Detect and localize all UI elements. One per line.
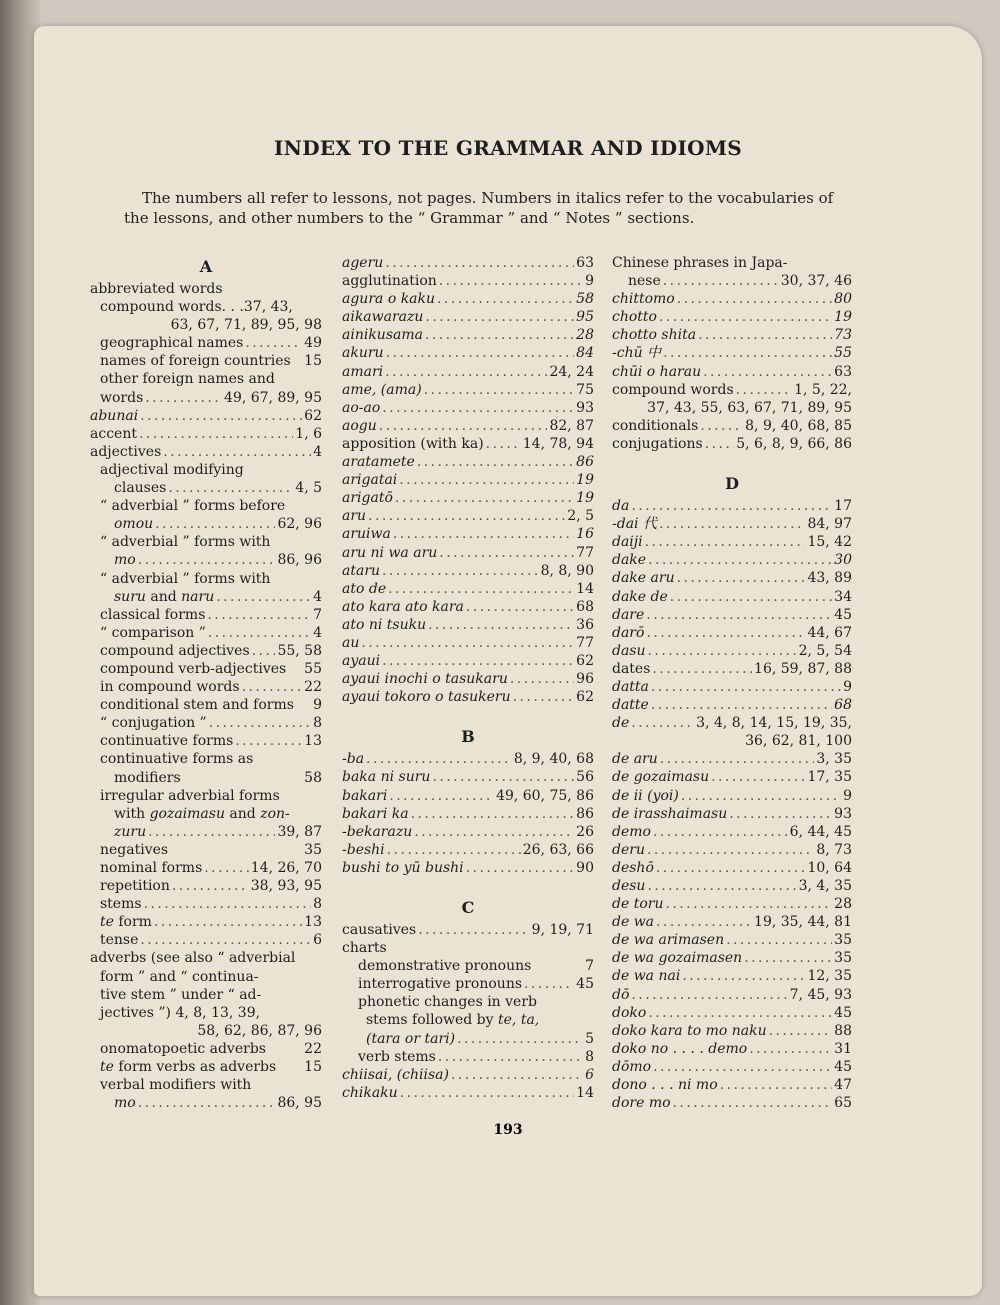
intro-paragraph: The numbers all refer to lessons, not pages. Numbers in italics refer to the vocabularies of the lessons, and other numbers to the “ Grammar ” and “ Notes ” sections.: [124, 189, 834, 227]
index-entry: adjectives . . . 4: [90, 443, 322, 461]
index-entry: de wa arimasen . . . 35: [612, 931, 852, 949]
index-entry: dake . . . 30: [612, 551, 852, 569]
index-entry: arigatō . . . 19: [342, 489, 594, 507]
index-entry: conditionals . . . 8, 9, 40, 68, 85: [612, 417, 852, 435]
index-entry: “ comparison ” . . . 4: [90, 624, 322, 642]
index-entry: deshō . . . 10, 64: [612, 859, 852, 877]
index-entry-cont: 36, 62, 81, 100: [745, 733, 852, 750]
index-entry-cont: stems followed by te, ta,: [366, 1012, 540, 1029]
index-entry: ainikusama . . . 28: [342, 326, 594, 344]
index-entry: repetition . . . 38, 93, 95: [90, 877, 322, 895]
index-entry: dore mo . . . 65: [612, 1094, 852, 1112]
index-entry: ato de . . . 14: [342, 580, 594, 598]
index-entry: -chū 中 . . . 55: [612, 344, 852, 362]
index-entry: charts: [342, 940, 387, 957]
index-entry: compound adjectives . . . 55, 58: [90, 642, 322, 660]
entry-list-d: [612, 497, 852, 714]
index-entry-cont: 37, 43, 55, 63, 67, 71, 89, 95: [647, 399, 852, 416]
index-entry: de wa gozaimasen . . . 35: [612, 949, 852, 967]
index-entry: te form verbs as adverbs 15: [100, 1059, 322, 1076]
index-entry: bakari ka . . . 86: [342, 805, 594, 823]
index-entry: ageru . . . 63: [342, 254, 594, 272]
entry-list-a: [342, 254, 594, 706]
index-entry: agglutination . . . 9: [342, 272, 594, 290]
index-entry: bakari . . . 49, 60, 75, 86: [342, 787, 594, 805]
index-entry: de irasshaimasu . . . 93: [612, 805, 852, 823]
index-entry: akuru . . . 84: [342, 344, 594, 362]
index-entry: deru . . . 8, 73: [612, 841, 852, 859]
index-entry: ayaui tokoro o tasukeru . . . 62: [342, 688, 594, 706]
index-entry: au . . . 77: [342, 634, 594, 652]
index-entry: abbreviated words: [90, 281, 223, 297]
index-entry: -bekarazu . . . 26: [342, 823, 594, 841]
index-entry: datta . . . 9: [612, 678, 852, 696]
index-entry: de gozaimasu . . . 17, 35: [612, 768, 852, 786]
index-entry-cont: suru and naru . . . 4: [90, 588, 322, 606]
index-entry: dates . . . 16, 59, 87, 88: [612, 660, 852, 678]
index-entry: names of foreign countries 15: [100, 353, 322, 370]
index-entry: dōmo . . . 45: [612, 1058, 852, 1076]
index-entry-cont: (tara or tari) . . . 5: [342, 1030, 594, 1048]
index-entry: dake de . . . 34: [612, 588, 852, 606]
index-entry: “ conjugation ” . . . 8: [90, 714, 322, 732]
index-entry: de ii (yoi) . . . 9: [612, 787, 852, 805]
index-entry: -dai 代 . . . 84, 97: [612, 515, 852, 533]
index-entry: accent . . . 1, 6: [90, 425, 322, 443]
index-entry: da . . . 17: [612, 497, 852, 515]
index-entry: baka ni suru . . . 56: [342, 768, 594, 786]
index-entry: chotto . . . 19: [612, 308, 852, 326]
index-entry: continuative forms as: [100, 751, 254, 768]
index-entry: aru ni wa aru . . . 77: [342, 544, 594, 562]
index-entry: conditional stem and forms 9: [100, 697, 322, 714]
index-entry-cont: clauses . . . 4, 5: [90, 479, 322, 497]
section-heading-c: C: [461, 898, 475, 917]
index-entry: doko kara to mo naku . . . 88: [612, 1022, 852, 1040]
index-entry: dasu . . . 2, 5, 54: [612, 642, 852, 660]
index-entry: “ adverbial ” forms with: [100, 534, 271, 551]
index-entry: negatives 35: [100, 841, 322, 858]
index-entry: irregular adverbial forms: [100, 787, 280, 804]
index-entry: aru . . . 2, 5: [342, 507, 594, 525]
index-entry: doko . . . 45: [612, 1004, 852, 1022]
index-entry: ayaui . . . 62: [342, 652, 594, 670]
index-entry: geographical names . . . 49: [90, 334, 322, 352]
index-entry: -ba . . . 8, 9, 40, 68: [342, 750, 594, 768]
index-entry: dono . . . ni mo . . . 47: [612, 1076, 852, 1094]
index-entry-cont: form ” and “ continua-: [100, 968, 259, 985]
index-entry: ato ni tsuku . . . 36: [342, 616, 594, 634]
index-entry: de wa nai . . . 12, 35: [612, 967, 852, 985]
index-entry: de toru . . . 28: [612, 895, 852, 913]
index-entry: abunai . . . 62: [90, 407, 322, 425]
index-entry: chittomo . . . 80: [612, 290, 852, 308]
index-entry-cont: omou . . . 62, 96: [90, 515, 322, 533]
entry-list-b: [342, 750, 594, 877]
index-entry: causatives . . . 9, 19, 71: [342, 921, 594, 939]
index-entry: other foreign names and: [100, 371, 275, 388]
index-entry-cont: modifiers 58: [114, 769, 322, 786]
index-entry: arigatai . . . 19: [342, 471, 594, 489]
index-entry: interrogative pronouns . . . 45: [342, 975, 594, 993]
index-entry: chiisai, (chiisa) . . . 6: [342, 1066, 594, 1084]
index-entry: chotto shita . . . 73: [612, 326, 852, 344]
page-number: 193: [493, 1122, 523, 1138]
index-entry: dō . . . 7, 45, 93: [612, 986, 852, 1004]
index-entry: dake aru . . . 43, 89: [612, 569, 852, 587]
section-heading-d: D: [725, 474, 739, 494]
index-entry-cont: mo . . . 86, 96: [90, 551, 322, 569]
index-column-3: [612, 254, 852, 1112]
index-entry: agura o kaku . . . 58: [342, 290, 594, 308]
index-entry: adjectival modifying: [100, 461, 244, 478]
entry-list-d-cont: [612, 750, 852, 1112]
index-entry: in compound words . . . 22: [90, 678, 322, 696]
index-entry: verbal modifiers with: [100, 1077, 252, 1094]
index-entry: datte . . . 68: [612, 696, 852, 714]
index-entry: aikawarazu . . . 95: [342, 308, 594, 326]
index-entry: ataru . . . 8, 8, 90: [342, 562, 594, 580]
index-entry: ao-ao . . . 93: [342, 399, 594, 417]
index-entry-cont: 58, 62, 86, 87, 96: [197, 1022, 322, 1039]
index-entry: desu . . . 3, 4, 35: [612, 877, 852, 895]
index-entry-cont: jectives ”) 4, 8, 13, 39,: [100, 1004, 261, 1021]
index-entry: onomatopoetic adverbs 22: [100, 1040, 322, 1057]
index-entry: continuative forms . . . 13: [90, 732, 322, 750]
index-entry: phonetic changes in verb: [358, 994, 537, 1011]
index-entry: daiji . . . 15, 42: [612, 533, 852, 551]
index-entry: chūi o harau . . . 63: [612, 363, 852, 381]
index-column-1: [90, 254, 322, 1112]
index-entry: apposition (with ka) . . . 14, 78, 94: [342, 435, 594, 453]
section-heading-b: B: [461, 727, 475, 747]
index-entry: dare . . . 45: [612, 606, 852, 624]
index-entry: de wa . . . 19, 35, 44, 81: [612, 913, 852, 931]
index-entry-cont: nese . . . 30, 37, 46: [612, 272, 852, 290]
index-entry: ame, (ama) . . . 75: [342, 381, 594, 399]
index-entry: ayaui inochi o tasukaru . . . 96: [342, 670, 594, 688]
index-entry: demo . . . 6, 44, 45: [612, 823, 852, 841]
index-entry-cont: 63, 67, 71, 89, 95, 98: [170, 317, 322, 334]
index-entry: “ adverbial ” forms before: [100, 498, 286, 515]
index-entry: tense . . . 6: [90, 931, 322, 949]
index-entry: stems . . . 8: [90, 895, 322, 913]
entry-list-c: [612, 290, 852, 380]
index-entry-cont: mo . . . 86, 95: [90, 1094, 322, 1112]
index-entry: de . . . 3, 4, 8, 14, 15, 19, 35,: [612, 714, 852, 732]
index-entry: compound words . . . 1, 5, 22,: [612, 381, 852, 399]
index-entry: darō . . . 44, 67: [612, 624, 852, 642]
index-entry: compound verb-adjectives 55: [100, 660, 322, 677]
section-heading-a: A: [199, 257, 213, 276]
index-entry: demonstrative pronouns 7: [358, 958, 594, 975]
index-column-2: [342, 254, 594, 1102]
index-entry: doko no . . . . demo . . . 31: [612, 1040, 852, 1058]
index-entry: te form . . . 13: [90, 913, 322, 931]
index-entry: amari . . . 24, 24: [342, 363, 594, 381]
index-entry: “ adverbial ” forms with: [100, 570, 271, 587]
index-entry-cont: zuru . . . 39, 87: [90, 823, 322, 841]
index-entry: adverbs (see also “ adverbial: [90, 950, 296, 967]
index-entry: ato kara ato kara . . . 68: [342, 598, 594, 616]
index-entry: Chinese phrases in Japa-: [612, 255, 788, 271]
index-entry: de aru . . . 3, 35: [612, 750, 852, 768]
index-entry: conjugations . . . 5, 6, 8, 9, 66, 86: [612, 435, 852, 453]
index-entry: aratamete . . . 86: [342, 453, 594, 471]
index-entry: aogu . . . 82, 87: [342, 417, 594, 435]
book-page: [34, 26, 982, 1296]
index-entry: bushi to yū bushi . . . 90: [342, 859, 594, 877]
index-entry: nominal forms . . . 14, 26, 70: [90, 859, 322, 877]
index-entry: aruiwa . . . 16: [342, 525, 594, 543]
index-entry: chikaku . . . 14: [342, 1084, 594, 1102]
index-entry: classical forms . . . 7: [90, 606, 322, 624]
index-entry-cont: words . . . 49, 67, 89, 95: [90, 389, 322, 407]
index-entry: compound words. . .37, 43,: [100, 299, 293, 316]
page-title: INDEX TO THE GRAMMAR AND IDIOMS: [273, 136, 743, 160]
index-entry-cont: with gozaimasu and zon-: [114, 805, 290, 822]
index-entry: verb stems . . . 8: [342, 1048, 594, 1066]
index-entry: -beshi . . . 26, 63, 66: [342, 841, 594, 859]
index-entry-cont: tive stem ” under “ ad-: [100, 986, 262, 1003]
